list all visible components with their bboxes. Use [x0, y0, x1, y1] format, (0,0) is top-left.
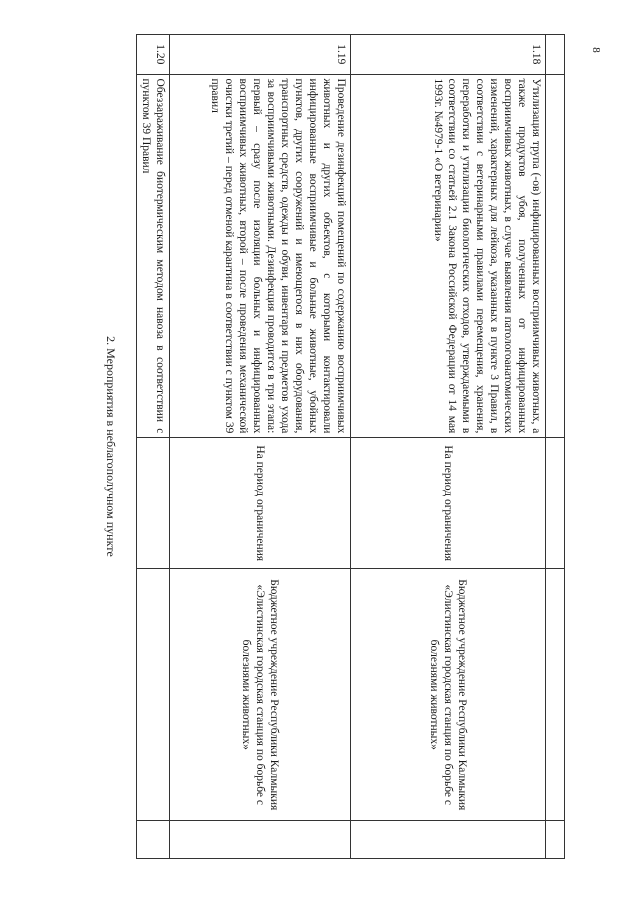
row-number: 1.19 [170, 35, 351, 75]
header-cell [546, 35, 565, 75]
empty-cell [170, 821, 351, 859]
measure-period: На период ограничения [170, 438, 351, 569]
page-number: 8 [590, 47, 602, 53]
measure-text: Проведение дезинфекций помещений по содержанию восприимчивых животных и других объектов, с которыми контактировали инфицированные восприимчивые и больные животные, убойных пунктов, других сооружений и имеющегося в них оборудования, транспортных средств, одежды и обуви, инвентаря и предметов ухода за восприимчивыми животными. Дезинфекция проводится в три этапа: первый – сразу после изоляции больных и инфицированных восприимчивых животных, второй – после проведения механической очистки третий – перед отменой карантина в соответствии с пунктом 39 правил [170, 74, 351, 438]
measure-responsible: Бюджетное учреждение Республики Калмыкия «Элистинская городская станция по борьбе с болезнями животных» [170, 569, 351, 821]
rotated-table-sheet [90, 34, 565, 859]
measure-text: Обеззараживание биотермическим методом навоза в соответствии с пунктом 39 Правил [136, 74, 169, 438]
measure-responsible [136, 569, 169, 821]
measure-responsible: Бюджетное учреждение Республики Калмыкия «Элистинская городская станция по борьбе с болезнями животных» [351, 569, 546, 821]
measure-period [136, 438, 169, 569]
empty-cell [351, 821, 546, 859]
row-number: 1.18 [351, 35, 546, 75]
section-title: 2. Мероприятия в неблагополучном пункте [103, 336, 118, 557]
measure-text: Утилизация трупа (-ов) инфицированных восприимчивых животных, а также продуктов убоя, полученных от инфицированных восприимчивых животных, в случае выявления патологоанатомических изменений, характерных для лейкоза, указанных в пункте 3 Правил, в соответствии с ветеринарными правилами перемещения, хранения, переработки и утилизации биологических отходов, утверждаемыми в соответствии со статьей 2.1 Закона Российской Федерации от 14 мая 1993г. №4979-1 «О ветеринарии» [351, 74, 546, 438]
header-cell [546, 821, 565, 859]
empty-cell [136, 821, 169, 859]
table-header-row [546, 35, 565, 859]
measures-table [136, 34, 565, 859]
row-number: 1.20 [136, 35, 169, 75]
table-row [351, 35, 546, 859]
table-row [170, 35, 351, 859]
header-cell [546, 438, 565, 569]
header-cell [546, 569, 565, 821]
header-cell [546, 74, 565, 438]
measure-period: На период ограничения [351, 438, 546, 569]
table-row [136, 35, 169, 859]
